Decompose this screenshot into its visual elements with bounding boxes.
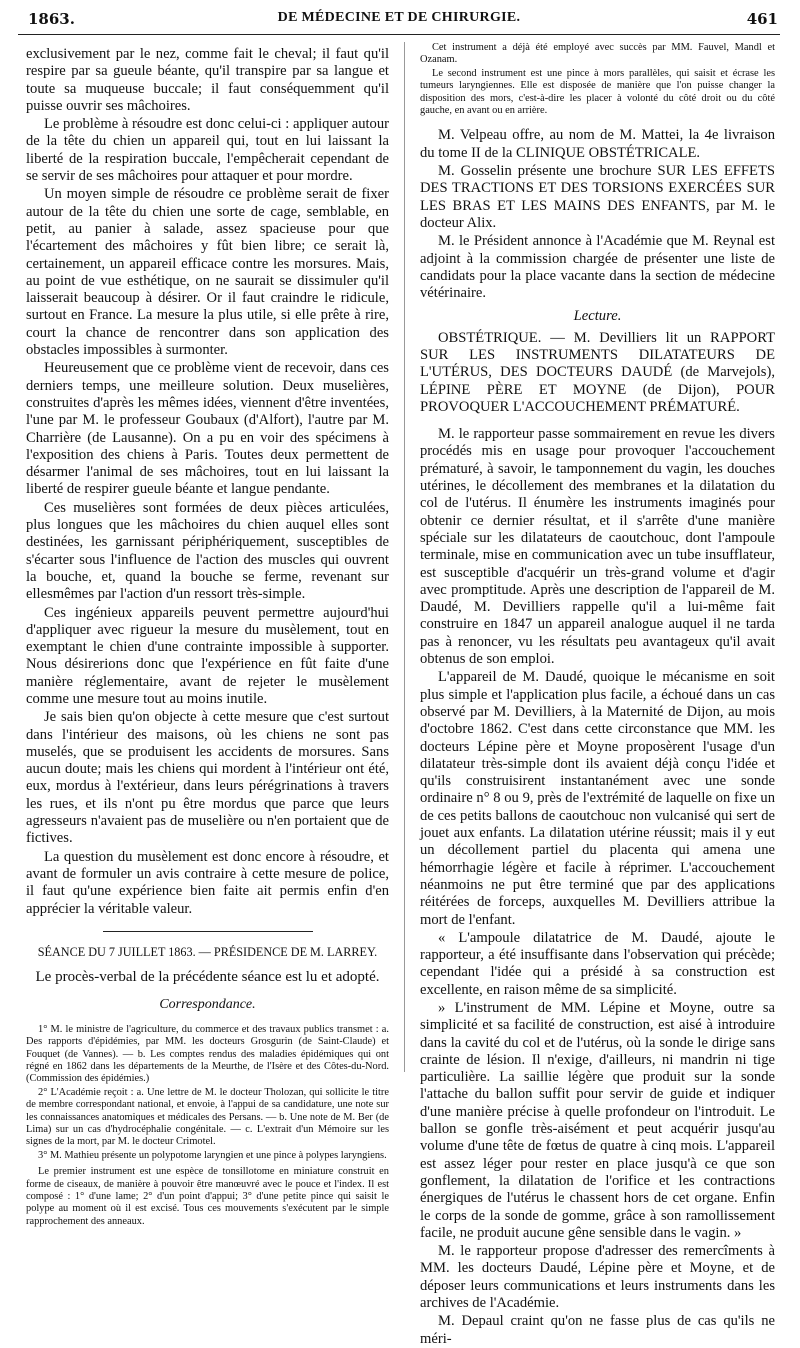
right-column: [420, 42, 775, 1348]
paragraph: La question du musèlement est donc encore à résoudre, et avant de formuler un avis contraire à cette mesure de police, il faut qu'une expérience bien faite ait permis enfin d'en apprécier la véritable valeur.: [26, 848, 389, 917]
lecture-heading: Lecture.: [573, 308, 622, 325]
correspondance-item: 1° M. le ministre de l'agriculture, du commerce et des travaux publics transmet : a. Des rapports d'épidémies, par MM. les docteurs Grosgurin (de Saint-Claude) et Fouquet (de Vannes). — b. Les comptes rendus des maladies épidémiques qui ont régné en 1862 dans les départements de la Meurthe, de l'Isère et des Côtes-du-Nord. (Commission des épidémies.): [26, 1023, 389, 1085]
paragraph: M. Velpeau offre, au nom de M. Mattei, la 4e livraison du tome II de la CLINIQUE OBSTÉTRICALE.: [420, 127, 775, 161]
session-heading: SÉANCE DU 7 JUILLET 1863. — PRÉSIDENCE DE M. LARREY.: [37, 944, 378, 959]
section-rule: [103, 931, 313, 932]
paragraph: « L'ampoule dilatatrice de M. Daudé, ajoute le rapporteur, a été insuffisante dans l'observation qui précède; cependant l'idée qui a présidé à sa construction est excellente, en raison même de sa simplicité.: [420, 929, 775, 998]
correspondance-item: 2° L'Académie reçoit : a. Une lettre de M. le docteur Tholozan, qui sollicite le titre de membre correspondant national, et envoie, à l'appui de sa candidature, une note sur les connaissances anatomiques et médicales des Persans. — b. Une note de M. Ber (de Lima) sur un cas d'hydrocéphalie congénitale. — c. L'extrait d'un Mémoire sur les signes de la mort, par M. le docteur Crimotel.: [26, 1086, 389, 1148]
report-title: OBSTÉTRIQUE. — M. Devilliers lit un RAPPORT SUR LES INSTRUMENTS DILATATEURS DE L'UTÉRUS, DES DOCTEURS DAUDÉ (de Marvejols), LÉPINE PÈRE ET MOYNE (de Dijon), POUR PROVOQUER L'ACCOUCHEMENT PRÉMATURÉ.: [420, 329, 775, 415]
correspondance-list: [26, 1024, 389, 1229]
left-column: [26, 46, 389, 1228]
paragraph: M. le rapporteur passe sommairement en revue les divers procédés mis en usage pour provoquer l'accouchement prématuré, à savoir, le tamponnement du vagin, les douches utérines, le décollement des membranes et la dilatation du col de l'utérus. Il énumère les instruments imaginés pour obtenir ce dernier résultat, et il s'arrête d'une manière spéciale sur les dilatateurs de caoutchouc, dont l'ampoule terminale, mise en communication avec un tube insufflateur, est susceptible d'acquérir un très-grand volume et d'agir avec promptitude. Après une description de l'appareil de M. Daudé, M. Devilliers rappelle qu'il a lui-même fait construire en 1847 un appareil analogue auquel il ne tarda pas à renoncer, vu les résultats peu avantageux qu'il avait obtenus de son emploi.: [420, 426, 775, 668]
paragraph: » L'instrument de MM. Lépine et Moyne, outre sa simplicité et sa facilité de construction, est aisé à introduire dans la cavité du col et de l'utérus, où la sonde le dirige sans crainte de lésion. Il n'exige, d'ailleurs, ni mandrin ni tige particulière. La saillie légère que produit sur la sonde l'attache du ballon suffit pour servir de guide et indiquer d'une manière précise à quelle profondeur on l'introduit. Le ballon se gonfle très-aisément et peut acquérir jusqu'au volume d'une tête de fœtus de quatre à cinq mois. L'appareil est assez léger pour rester en place jusqu'à ce que son gonflement, la dilatation de l'orifice et les contractions énergiques de l'utérus le chassent hors de cet organe. Enfin le corps de la sonde de gomme, grâce à son ramollissement facile, ne produit aucune gêne sensible dans le vagin. »: [420, 999, 775, 1241]
header-year: 1863.: [28, 10, 75, 28]
paragraph: Ces muselières sont formées de deux pièces articulées, plus longues que les mâchoires du chien auquel elles sont destinées, les garnissant périphériquement, susceptibles de s'écarter sous l'influence de l'action des muscles qui ouvrent la bouche, et, quand la bouche se ferme, revenant sur ellesmêmes par l'action d'un ressort très-simple.: [26, 499, 389, 603]
paragraph: Heureusement que ce problème vient de recevoir, dans ces derniers temps, une meilleure solution. Deux muselières, construites d'après les mêmes idées, viennent d'être inventées, l'une par M. le professeur Goubaux (d'Alfort), l'autre par M. Charrière (de Lausanne). On a pu en voir des spécimens à l'exposition des chiens à Paris. Toutes deux permettent de désarmer l'animal de ses mâchoires, tout en lui laissant la liberté de respirer gueule béante et langue pendante.: [26, 360, 389, 498]
paragraph: Je sais bien qu'on objecte à cette mesure que c'est surtout dans l'intérieur des maisons, où les chiens ne sont pas muselés, que se produisent les accidents de morsures. Sans aucun doute; mais les chiens qui mordent à l'intérieur ont été, eux, mordus à l'extérieur, dans leurs pérégrinations à travers les rues, et ils n'ont pu être mordus que parce que leurs agresseurs n'avaient pas de muselière ou n'en portaient que de fictives.: [26, 709, 389, 847]
paragraph: Ces ingénieux appareils peuvent permettre aujourd'hui d'appliquer avec rigueur la mesure du musèlement, tout en exemptant le chien d'une contrainte impossible à supporter. Nous désirerions donc que l'expérience en fût faite d'une manière réglementaire, avant de rejeter le musèlement comme une mesure tout au moins inutile.: [26, 604, 389, 707]
instrument-note: Cet instrument a déjà été employé avec succès par MM. Fauvel, Mandl et Ozanam.: [420, 42, 775, 66]
instrument-notes: [420, 42, 775, 117]
paragraph: M. Depaul craint qu'on ne fasse plus de cas qu'ils ne méri-: [420, 1313, 775, 1347]
page-number: 461: [746, 10, 778, 28]
paragraph: M. Gosselin présente une brochure SUR LES EFFETS DES TRACTIONS ET DES TORSIONS EXERCÉES SUR LES BRAS ET LES MAINS DES ENFANTS, par M. le docteur Alix.: [420, 163, 775, 231]
page-header: [18, 4, 780, 35]
paragraph: M. le rapporteur propose d'adresser des remercîments à MM. les docteurs Daudé, Lépine père et Moyne, et de déposer leurs communications et leurs instruments dans les archives de l'Académie.: [420, 1243, 775, 1312]
header-title: DE MÉDECINE ET DE CHIRURGIE.: [277, 10, 521, 25]
correspondance-item: 3° M. Mathieu présente un polypotome laryngien et une pince à polypes laryngiens.: [38, 1149, 387, 1161]
column-divider: [404, 42, 405, 1072]
paragraph: exclusivement par le nez, comme fait le cheval; il faut qu'il respire par sa gueule béante, qu'il transpire par sa langue et toute sa muqueuse buccale; il faut conséquemment qu'il puisse ouvrir ses mâchoires.: [26, 46, 389, 114]
paragraph: Un moyen simple de résoudre ce problème serait de fixer autour de la tête du chien une sorte de cage, semblable, en petit, au panier à salade, assez spacieuse pour que l'écartement des mâchoires y fût bien libre; ce serait là, certainement, un appareil efficace contre les morsures. Mais, au point de vue esthétique, on ne saurait se dissimuler qu'il laisserait beaucoup à désirer. Or il faut craindre le ridicule, surtout en France. La mesure la plus utile, si elle prête à rire, court la chance de rencontrer dans son application des obstacles impossibles à surmonter.: [26, 186, 389, 359]
correspondance-heading: Correspondance.: [159, 997, 256, 1013]
paragraph: L'appareil de M. Daudé, quoique le mécanisme en soit plus simple et l'application plus facile, a échoué dans un cas observé par M. Devilliers, à la Maternité de Dijon, au mois d'octobre 1862. C'est dans cette circonstance que MM. les docteurs Lépine père et Moyne proposèrent l'usage d'un dilatateur très-simple dont ils avaient déjà conçu l'idée et qu'ils construisirent instantanément avec une sonde ordinaire n° 8 ou 9, près de l'extrémité de laquelle on fixe un de ces petits ballons de caoutchouc non vulcanisé qui sert de jouet aux enfants. La dilatation utérine réussit; mais il y eut un décollement partiel du placenta qui amena une hémorrhagie légère et facile à réprimer. L'accouchement néanmoins ne put être terminé que par des applications réitérées de forceps, auxquelles M. Devilliers attribue la mort de l'enfant.: [420, 669, 775, 928]
paragraph: Le problème à résoudre est donc celui-ci : appliquer autour de la tête du chien un appareil qui, tout en lui laissant la liberté de la respiration buccale, l'empêcherait cependant de se servir de ses mâchoires pour attaquer et pour mordre.: [26, 116, 389, 185]
instrument-description: Le premier instrument est une espèce de tonsillotome en miniature construit en forme de ciseaux, de manière à pouvoir être manœuvré avec le pouce et l'index. Il est composé : 1° d'une lame; 2° d'un point d'appui; 3° d'une petite pince qui saisit le polype au moment où il est excisé. Tous ces mouvements s'exécutent par le simple rapprochement des anneaux.: [26, 1166, 389, 1227]
instrument-note: Le second instrument est une pince à mors parallèles, qui saisit et écrase les tumeurs laryngiennes. Elle est disposée de manière que l'on puisse changer la disposition des mors, c'est-à-dire les placer à volonté du côté droit ou du côté gauche, en avant ou en arrière.: [420, 67, 775, 117]
minutes-statement: Le procès-verbal de la précédente séance est lu et adopté.: [35, 969, 380, 986]
paragraph: M. le Président annonce à l'Académie que M. Reynal est adjoint à la commission chargée de présenter une liste de candidats pour la place vacante dans la section de médecine vétérinaire.: [420, 233, 775, 302]
